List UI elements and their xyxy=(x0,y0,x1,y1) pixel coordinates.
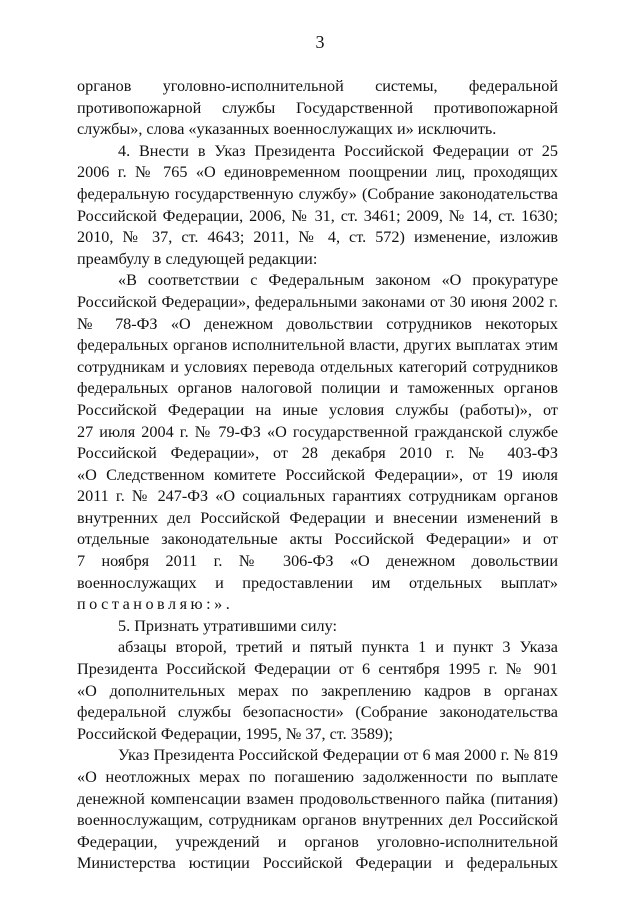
text-line: преамбулу в следующей редакции: xyxy=(77,249,318,268)
text-line: отдельные законодательные акты Российской Федерации» и от xyxy=(77,530,558,549)
text-line: «В соответствии с Федеральным законом «О прокуратуре xyxy=(118,271,558,290)
text-line: Указ Президента Российской Федерации от 6 мая 2000 г. № 819 xyxy=(118,746,558,765)
text-line: Федерации, учреждений и органов уголовно-исполнительной xyxy=(77,832,558,851)
text-line: Российской Федерации», от 28 декабря 2010 г. № 403-ФЗ xyxy=(77,444,558,463)
text-line: Президента Российской Федерации от 6 сентября 1995 г. № 901 xyxy=(77,660,558,679)
text-line: постановляю:». xyxy=(77,595,234,614)
text-line: органов уголовно-исполнительной системы, федеральной xyxy=(77,77,558,95)
text-line: Российской Федерации», федеральными законами от 30 июня 2002 г. xyxy=(77,292,558,311)
text-line: 7 ноября 2011 г. № 306-ФЗ «О денежном довольствии xyxy=(77,552,558,571)
text-line: «О неотложных мерах по погашению задолженности по выплате xyxy=(77,768,558,786)
text-line: Российской Федерации, 1995, № 37, ст. 3589); xyxy=(77,724,394,743)
text-line: федеральную государственную службу» (Собрание законодательства xyxy=(77,184,558,203)
text-line: № 78-ФЗ «О денежном довольствии сотрудников некоторых xyxy=(77,314,558,333)
text-line: федеральных органов налоговой полиции и таможенных органов xyxy=(77,379,558,398)
text-line: военнослужащих и предоставлении им отдельных выплат» xyxy=(77,573,558,592)
text-line: 27 июля 2004 г. № 79-ФЗ «О государственной гражданской службе xyxy=(77,422,558,441)
text-line: 2010, № 37, ст. 4643; 2011, № 4, ст. 572) изменение, изложив xyxy=(77,228,558,247)
text-line: сотрудникам и условиях перевода отдельных категорий сотрудников xyxy=(77,357,558,376)
text-line: противопожарной службы Государственной противопожарной xyxy=(77,98,558,117)
text-line: военнослужащим, сотрудникам органов внутренних дел Российской xyxy=(77,811,558,830)
text-line: Российской Федерации на иные условия службы (работы)», от xyxy=(77,400,558,419)
text-line: 2006 г. № 765 «О единовременном поощрении лиц, проходящих xyxy=(77,163,558,182)
text-line: «О Следственном комитете Российской Федерации», от 19 июля xyxy=(77,465,558,484)
text-line: абзацы второй, третий и пятый пункта 1 и пункт 3 Указа xyxy=(118,638,558,657)
text-line: федеральных органов исполнительной власти, других выплатах этим xyxy=(77,336,558,355)
text-line: «О дополнительных мерах по закреплению кадров в органах xyxy=(77,681,558,700)
text-line: федеральной службы безопасности» (Собрание законодательства xyxy=(77,703,558,722)
page-number: 3 xyxy=(315,32,325,52)
text-line: службы», слова «указанных военнослужащих и» исключить. xyxy=(77,120,497,139)
text-line: Министерства юстиции Российской Федерации и федеральных xyxy=(77,854,558,873)
text-line: 5. Признать утратившими силу: xyxy=(118,616,337,635)
text-line: 4. Внести в Указ Президента Российской Федерации от 25 xyxy=(118,141,558,160)
text-line: внутренних дел Российской Федерации и внесении изменений в xyxy=(77,508,558,527)
text-line: Российской Федерации, 2006, № 31, ст. 3461; 2009, № 14, ст. 1630; xyxy=(77,206,558,225)
text-line: 2011 г. № 247-ФЗ «О социальных гарантиях сотрудникам органов xyxy=(77,487,558,506)
document-body xyxy=(77,76,558,875)
text-line: денежной компенсации взамен продовольственного пайка (питания) xyxy=(77,789,558,808)
